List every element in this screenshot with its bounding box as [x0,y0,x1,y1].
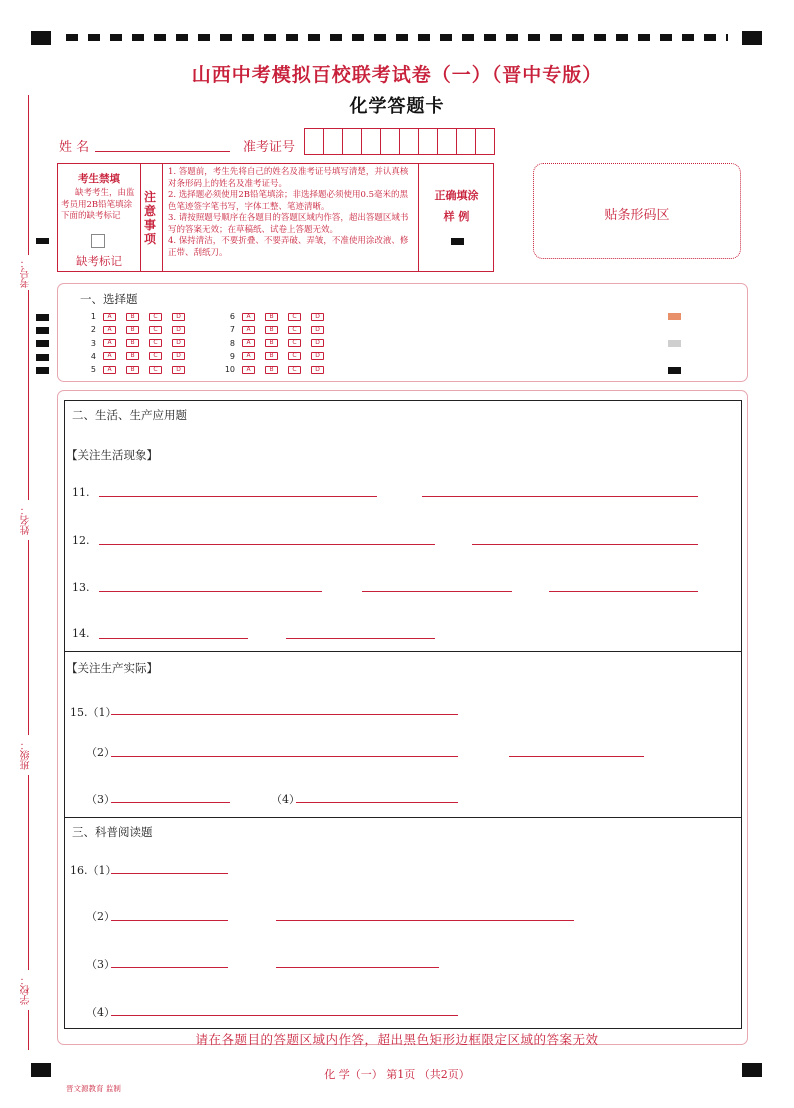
q12-number: 12. [72,534,90,547]
notice-box [57,163,494,272]
id-digit-box[interactable] [323,128,343,155]
choice-question-row [221,325,334,334]
timing-mark-q2 [36,327,49,334]
choice-option-bubble[interactable]: B [126,313,139,321]
q12-answer-1[interactable] [99,544,435,545]
q16-3-answer-2[interactable] [276,967,439,968]
choice-question-number: 1 [90,312,96,321]
q16-2-number: （2） [86,910,115,923]
choice-question-number: 7 [229,325,235,335]
rule-4: 4. 保持清洁，不要折叠、不要弄破、弄皱，不准使用涂改液、修正带、刮纸刀。 [168,236,409,258]
q16-4-answer[interactable] [111,1015,458,1016]
sample-mark-orange [668,313,681,320]
q16-1-answer[interactable] [111,873,228,874]
choice-question-row [82,365,195,374]
section3-title: 三、科普阅读题 [72,825,153,839]
q15-1-answer[interactable] [111,714,458,715]
choice-option-bubble[interactable]: C [149,326,162,334]
choice-option-bubble[interactable]: B [126,339,139,347]
choice-question-number: 5 [90,365,96,375]
choice-option-bubble[interactable]: B [265,326,278,334]
q14-number: 14. [72,627,90,640]
absent-mark-label: 缺考标记 [76,254,122,268]
id-digit-box[interactable] [304,128,324,155]
corner-mark-top-left [31,31,51,45]
choice-option-bubble[interactable]: A [103,352,116,360]
choice-option-bubble[interactable]: C [149,352,162,360]
choice-question-row [221,352,334,361]
id-digit-box[interactable] [399,128,419,155]
choice-option-bubble[interactable]: A [103,326,116,334]
id-digit-box[interactable] [418,128,438,155]
choice-option-bubble[interactable]: A [103,339,116,347]
choice-option-bubble[interactable]: A [103,313,116,321]
choice-option-bubble[interactable]: D [311,326,324,334]
divider-section3 [64,817,742,818]
choice-option-bubble[interactable]: D [172,326,185,334]
answer-sheet-title: 化学答题卡 [349,96,445,117]
choice-section-title: 一、选择题 [80,292,138,306]
attention-label: 注意事项 [144,190,157,246]
choice-option-bubble[interactable]: C [288,313,301,321]
choice-option-bubble[interactable]: C [149,339,162,347]
choice-question-number: 3 [90,338,96,348]
choice-question-number: 8 [229,338,235,348]
barcode-area [533,163,741,259]
choice-question-number: 6 [229,312,235,321]
footer-warning: 请在各题目的答题区域内作答，超出黑色矩形边框限定区域的答案无效 [195,1032,599,1047]
sample-mark-gray [668,340,681,347]
choice-question-row [82,325,195,334]
choice-question-row [221,339,334,348]
choice-option-bubble[interactable]: D [172,352,185,360]
choice-question-row [82,352,195,361]
sample-mark-black [668,367,681,374]
q16-3-answer-1[interactable] [111,967,228,968]
choice-question-number: 4 [90,351,96,361]
q16-2-answer-2[interactable] [276,920,574,921]
absent-instructions: 缺考考生，由监考员用2B铅笔填涂下面的缺考标记 [61,188,135,221]
rules-list [168,167,415,259]
rule-1: 1. 答题前，考生先将自己的姓名及准考证号填写清楚，并认真核对条形码上的姓名及准考证号。 [168,167,409,189]
choice-option-bubble[interactable]: B [265,352,278,360]
q13-answer-3[interactable] [549,591,698,592]
id-digit-box[interactable] [475,128,495,155]
q11-answer-2[interactable] [422,496,698,497]
side-line-4 [28,775,29,970]
publisher-credit: 晋文源教育 监制 [66,1084,121,1093]
side-line-top [28,95,29,255]
q16-4-number: （4） [86,1006,115,1019]
barcode-label: 贴条形码区 [604,208,670,223]
rule-3: 3. 请按照题号顺序在各题目的答题区域内作答，超出答题区域书写的答案无效；在草稿纸、试卷上答题无效。 [168,213,409,235]
q15-4-answer[interactable] [296,802,458,803]
q15-1-number: 15.（1） [70,706,117,719]
choice-option-bubble[interactable]: A [242,326,255,334]
id-digit-box[interactable] [456,128,476,155]
exam-title: 山西中考模拟百校联考试卷（一）（晋中专版） [191,64,603,86]
choice-question-number: 2 [90,325,96,335]
name-field[interactable] [95,151,230,152]
choice-question-number: 9 [229,351,235,361]
choice-option-bubble[interactable]: C [288,339,301,347]
absent-checkbox[interactable] [91,234,105,248]
choice-option-bubble[interactable]: D [172,339,185,347]
choice-option-bubble[interactable]: B [126,326,139,334]
production-heading: 【关注生产实际】 [66,661,158,675]
choice-option-bubble[interactable]: D [311,313,324,321]
choice-option-bubble[interactable]: D [311,352,324,360]
choice-option-bubble[interactable]: B [265,313,278,321]
choice-question-row [221,365,334,374]
divider-production [64,651,742,652]
choice-option-bubble[interactable]: A [242,366,255,374]
name-label: 姓 名 [59,140,90,155]
q14-answer-1[interactable] [99,638,248,639]
q15-3-number: （3） [86,793,115,806]
q15-4-number: （4） [271,793,300,806]
side-label-name: 姓名： [21,505,32,535]
exam-id-grid[interactable] [305,128,495,155]
example-label: 样 例 [443,210,470,223]
choice-option-bubble[interactable]: A [242,352,255,360]
section2-title: 二、生活、生产应用题 [72,408,187,422]
exam-id-label: 准考证号 [243,140,296,155]
choice-option-bubble[interactable]: C [149,313,162,321]
absent-title: 考生禁填 [78,173,120,185]
choice-option-bubble[interactable]: C [288,352,301,360]
q13-answer-1[interactable] [99,591,322,592]
corner-mark-top-right [742,31,762,45]
q13-number: 13. [72,581,90,594]
choice-option-bubble[interactable]: A [242,339,255,347]
timing-mark-notice [36,238,49,244]
choice-option-bubble[interactable]: D [311,366,324,374]
id-digit-box[interactable] [380,128,400,155]
choice-option-bubble[interactable]: D [172,366,185,374]
id-digit-box[interactable] [342,128,362,155]
q12-answer-2[interactable] [472,544,698,545]
q15-3-answer[interactable] [111,802,230,803]
side-label-class: 班级： [21,740,32,770]
choice-option-bubble[interactable]: B [265,366,278,374]
side-line-3 [28,540,29,735]
side-line-2 [28,290,29,500]
choice-option-bubble[interactable]: B [126,366,139,374]
choice-option-bubble[interactable]: C [149,366,162,374]
choice-option-bubble[interactable]: C [288,366,301,374]
q15-2-answer-1[interactable] [111,756,458,757]
timing-mark-q1 [36,314,49,321]
choice-question-row [82,312,195,321]
choice-option-bubble[interactable]: A [242,313,255,321]
id-digit-box[interactable] [361,128,381,155]
q11-number: 11. [72,486,90,499]
q16-3-number: （3） [86,958,115,971]
side-label-exam-no: 考号： [21,258,32,288]
timing-mark-q5 [36,367,49,374]
choice-option-bubble[interactable]: A [103,366,116,374]
timing-mark-q4 [36,354,49,361]
timing-track-top [66,34,728,41]
q15-2-number: （2） [86,746,115,759]
q16-2-answer-1[interactable] [111,920,228,921]
choice-option-bubble[interactable]: D [311,339,324,347]
correct-fill-sample [451,238,464,245]
choice-option-bubble[interactable]: C [288,326,301,334]
q13-answer-2[interactable] [362,591,512,592]
choice-question-row [221,312,334,321]
choice-question-row [82,339,195,348]
q15-2-answer-2[interactable] [509,756,644,757]
rule-2: 2. 选择题必须使用2B铅笔填涂；非选择题必须使用0.5毫米的黑色笔迹签字笔书写，字体工整、笔迹清晰。 [168,190,408,212]
side-label-school: 学校： [21,975,32,1005]
correct-fill-label: 正确填涂 [434,189,479,202]
life-phenomena-heading: 【关注生活现象】 [66,448,158,462]
page-number: 化 学（一） 第1页 （共2页） [324,1068,470,1081]
id-digit-box[interactable] [437,128,457,155]
q16-1-number: 16.（1） [70,864,117,877]
choice-option-bubble[interactable]: D [172,313,185,321]
choice-option-bubble[interactable]: B [265,339,278,347]
choice-option-bubble[interactable]: B [126,352,139,360]
choice-question-number: 10 [224,365,235,375]
q14-answer-2[interactable] [286,638,435,639]
q11-answer-1[interactable] [99,496,377,497]
timing-mark-q3 [36,340,49,347]
